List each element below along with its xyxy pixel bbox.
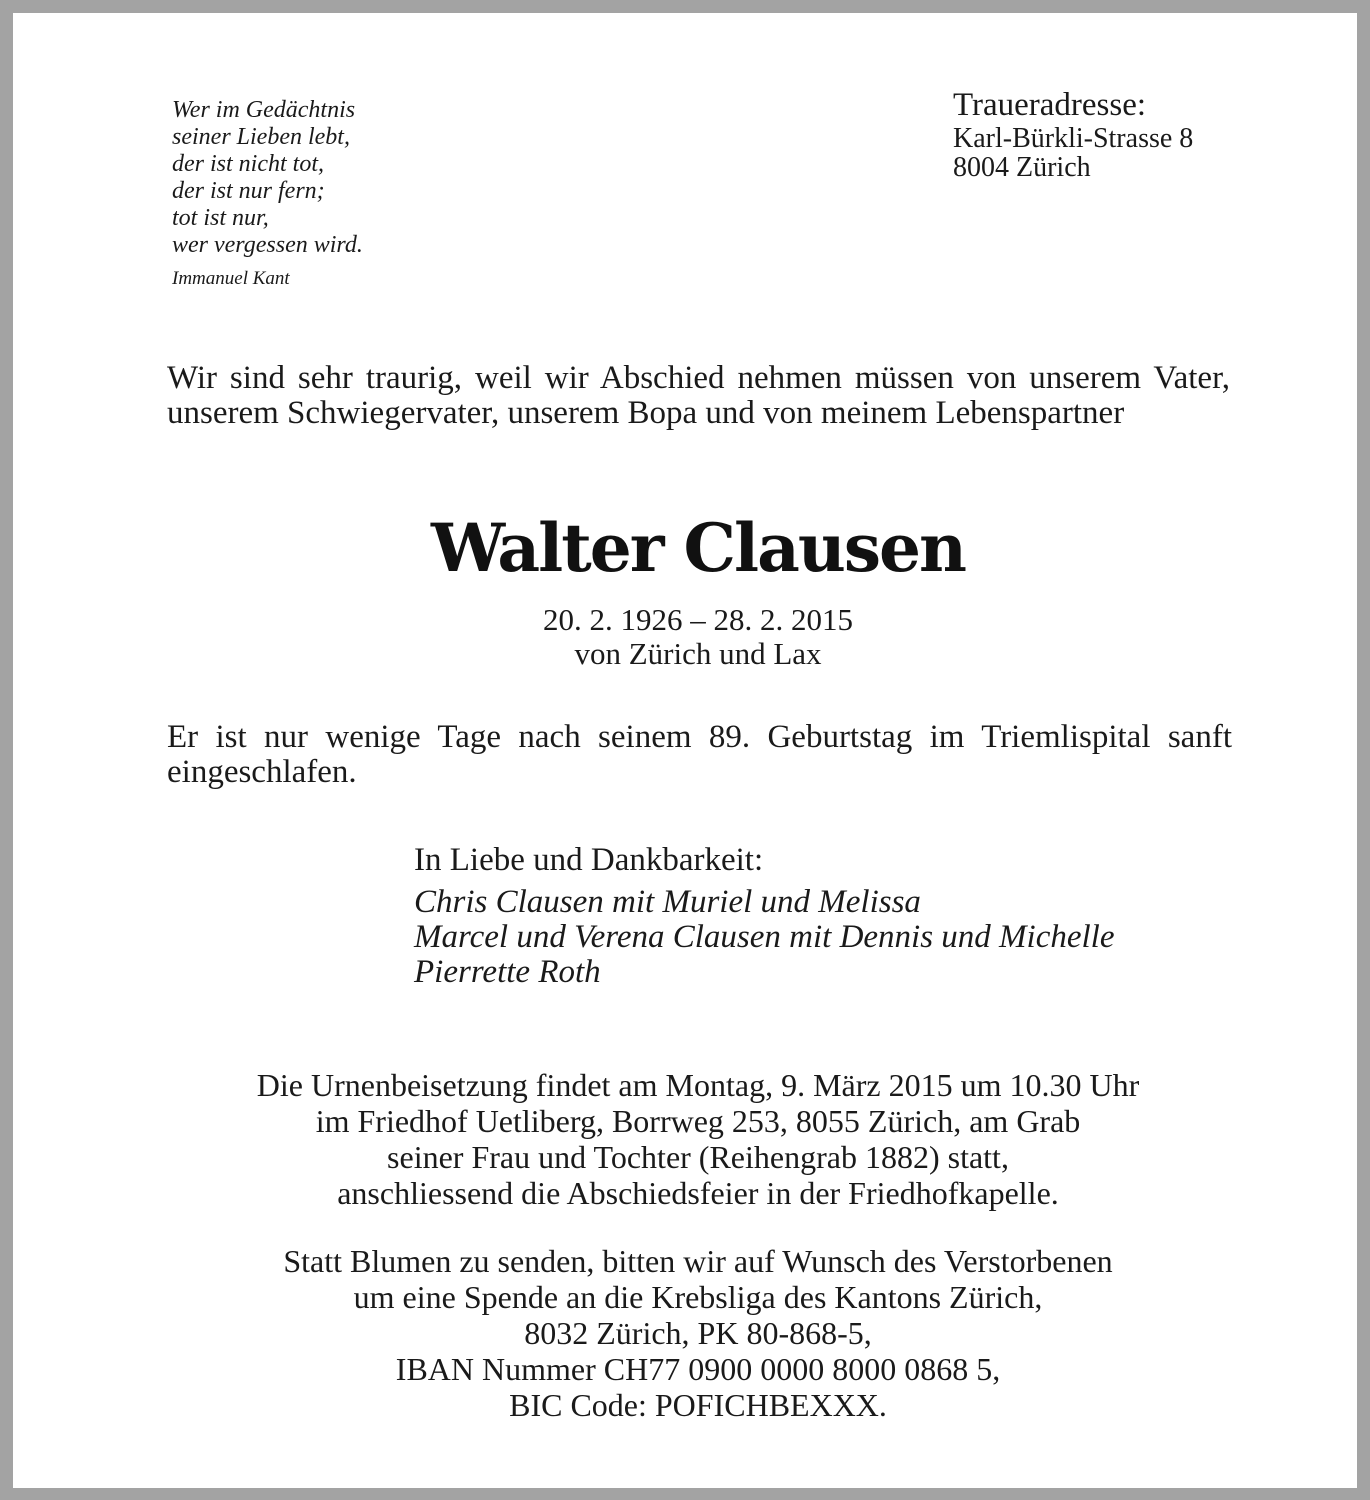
mourner-name: Marcel und Verena Clausen mit Dennis und Michelle — [414, 919, 1115, 955]
death-notice-paragraph: Er ist nur wenige Tage nach seinem 89. Geburtstag im Triemlispital sanft eingeschlafen. — [167, 719, 1232, 790]
mourner-name: Pierrette Roth — [414, 954, 601, 990]
mourner-name: Chris Clausen mit Muriel und Melissa — [414, 884, 921, 920]
donation-line: IBAN Nummer CH77 0900 0000 8000 0868 5, — [395, 1351, 1001, 1387]
address-street: Karl-Bürkli-Strasse 8 — [953, 123, 1194, 154]
quote-line: wer vergessen wird. — [172, 232, 363, 258]
burial-info — [13, 1067, 1370, 1211]
donation-line: Statt Blumen zu senden, bitten wir auf Wunsch des Verstorbenen — [283, 1243, 1113, 1279]
quote-line: tot ist nur, — [172, 205, 269, 231]
donation-line: 8032 Zürich, PK 80-868-5, — [524, 1315, 872, 1351]
mourners-heading: In Liebe und Dankbarkeit: — [414, 842, 764, 878]
donation-line: BIC Code: POFICHBEXXX. — [509, 1387, 887, 1423]
mourners-block — [414, 843, 1115, 990]
intro-paragraph: Wir sind sehr traurig, weil wir Abschied nehmen müssen von unserem Vater, unserem Schwiegervater, unserem Bopa und von meinem Lebenspartner — [167, 360, 1230, 431]
place-of-origin: von Zürich und Lax — [574, 636, 822, 671]
address-city: 8004 Zürich — [953, 152, 1091, 183]
quote-line: der ist nur fern; — [172, 178, 325, 204]
address-heading: Traueradresse: — [953, 87, 1147, 123]
burial-line: im Friedhof Uetliberg, Borrweg 253, 8055 Zürich, am Grab — [315, 1103, 1081, 1139]
quote-line: Wer im Gedächtnis — [172, 97, 356, 123]
quote-line: seiner Lieben lebt, — [172, 124, 350, 150]
burial-line: Die Urnenbeisetzung findet am Montag, 9. März 2015 um 10.30 Uhr — [256, 1067, 1140, 1103]
donation-info — [13, 1243, 1370, 1423]
deceased-name: Walter Clausen — [431, 509, 965, 587]
burial-line: seiner Frau und Tochter (Reihengrab 1882) statt, — [387, 1139, 1009, 1175]
life-dates: 20. 2. 1926 – 28. 2. 2015 — [543, 602, 853, 637]
memorial-quote — [172, 97, 363, 292]
mourning-address — [953, 87, 1194, 183]
life-dates-block — [13, 603, 1370, 671]
burial-line: anschliessend die Abschiedsfeier in der Friedhofkapelle. — [337, 1175, 1059, 1211]
donation-line: um eine Spende an die Krebsliga des Kantons Zürich, — [353, 1279, 1043, 1315]
quote-author: Immanuel Kant — [172, 268, 290, 289]
quote-line: der ist nicht tot, — [172, 151, 324, 177]
